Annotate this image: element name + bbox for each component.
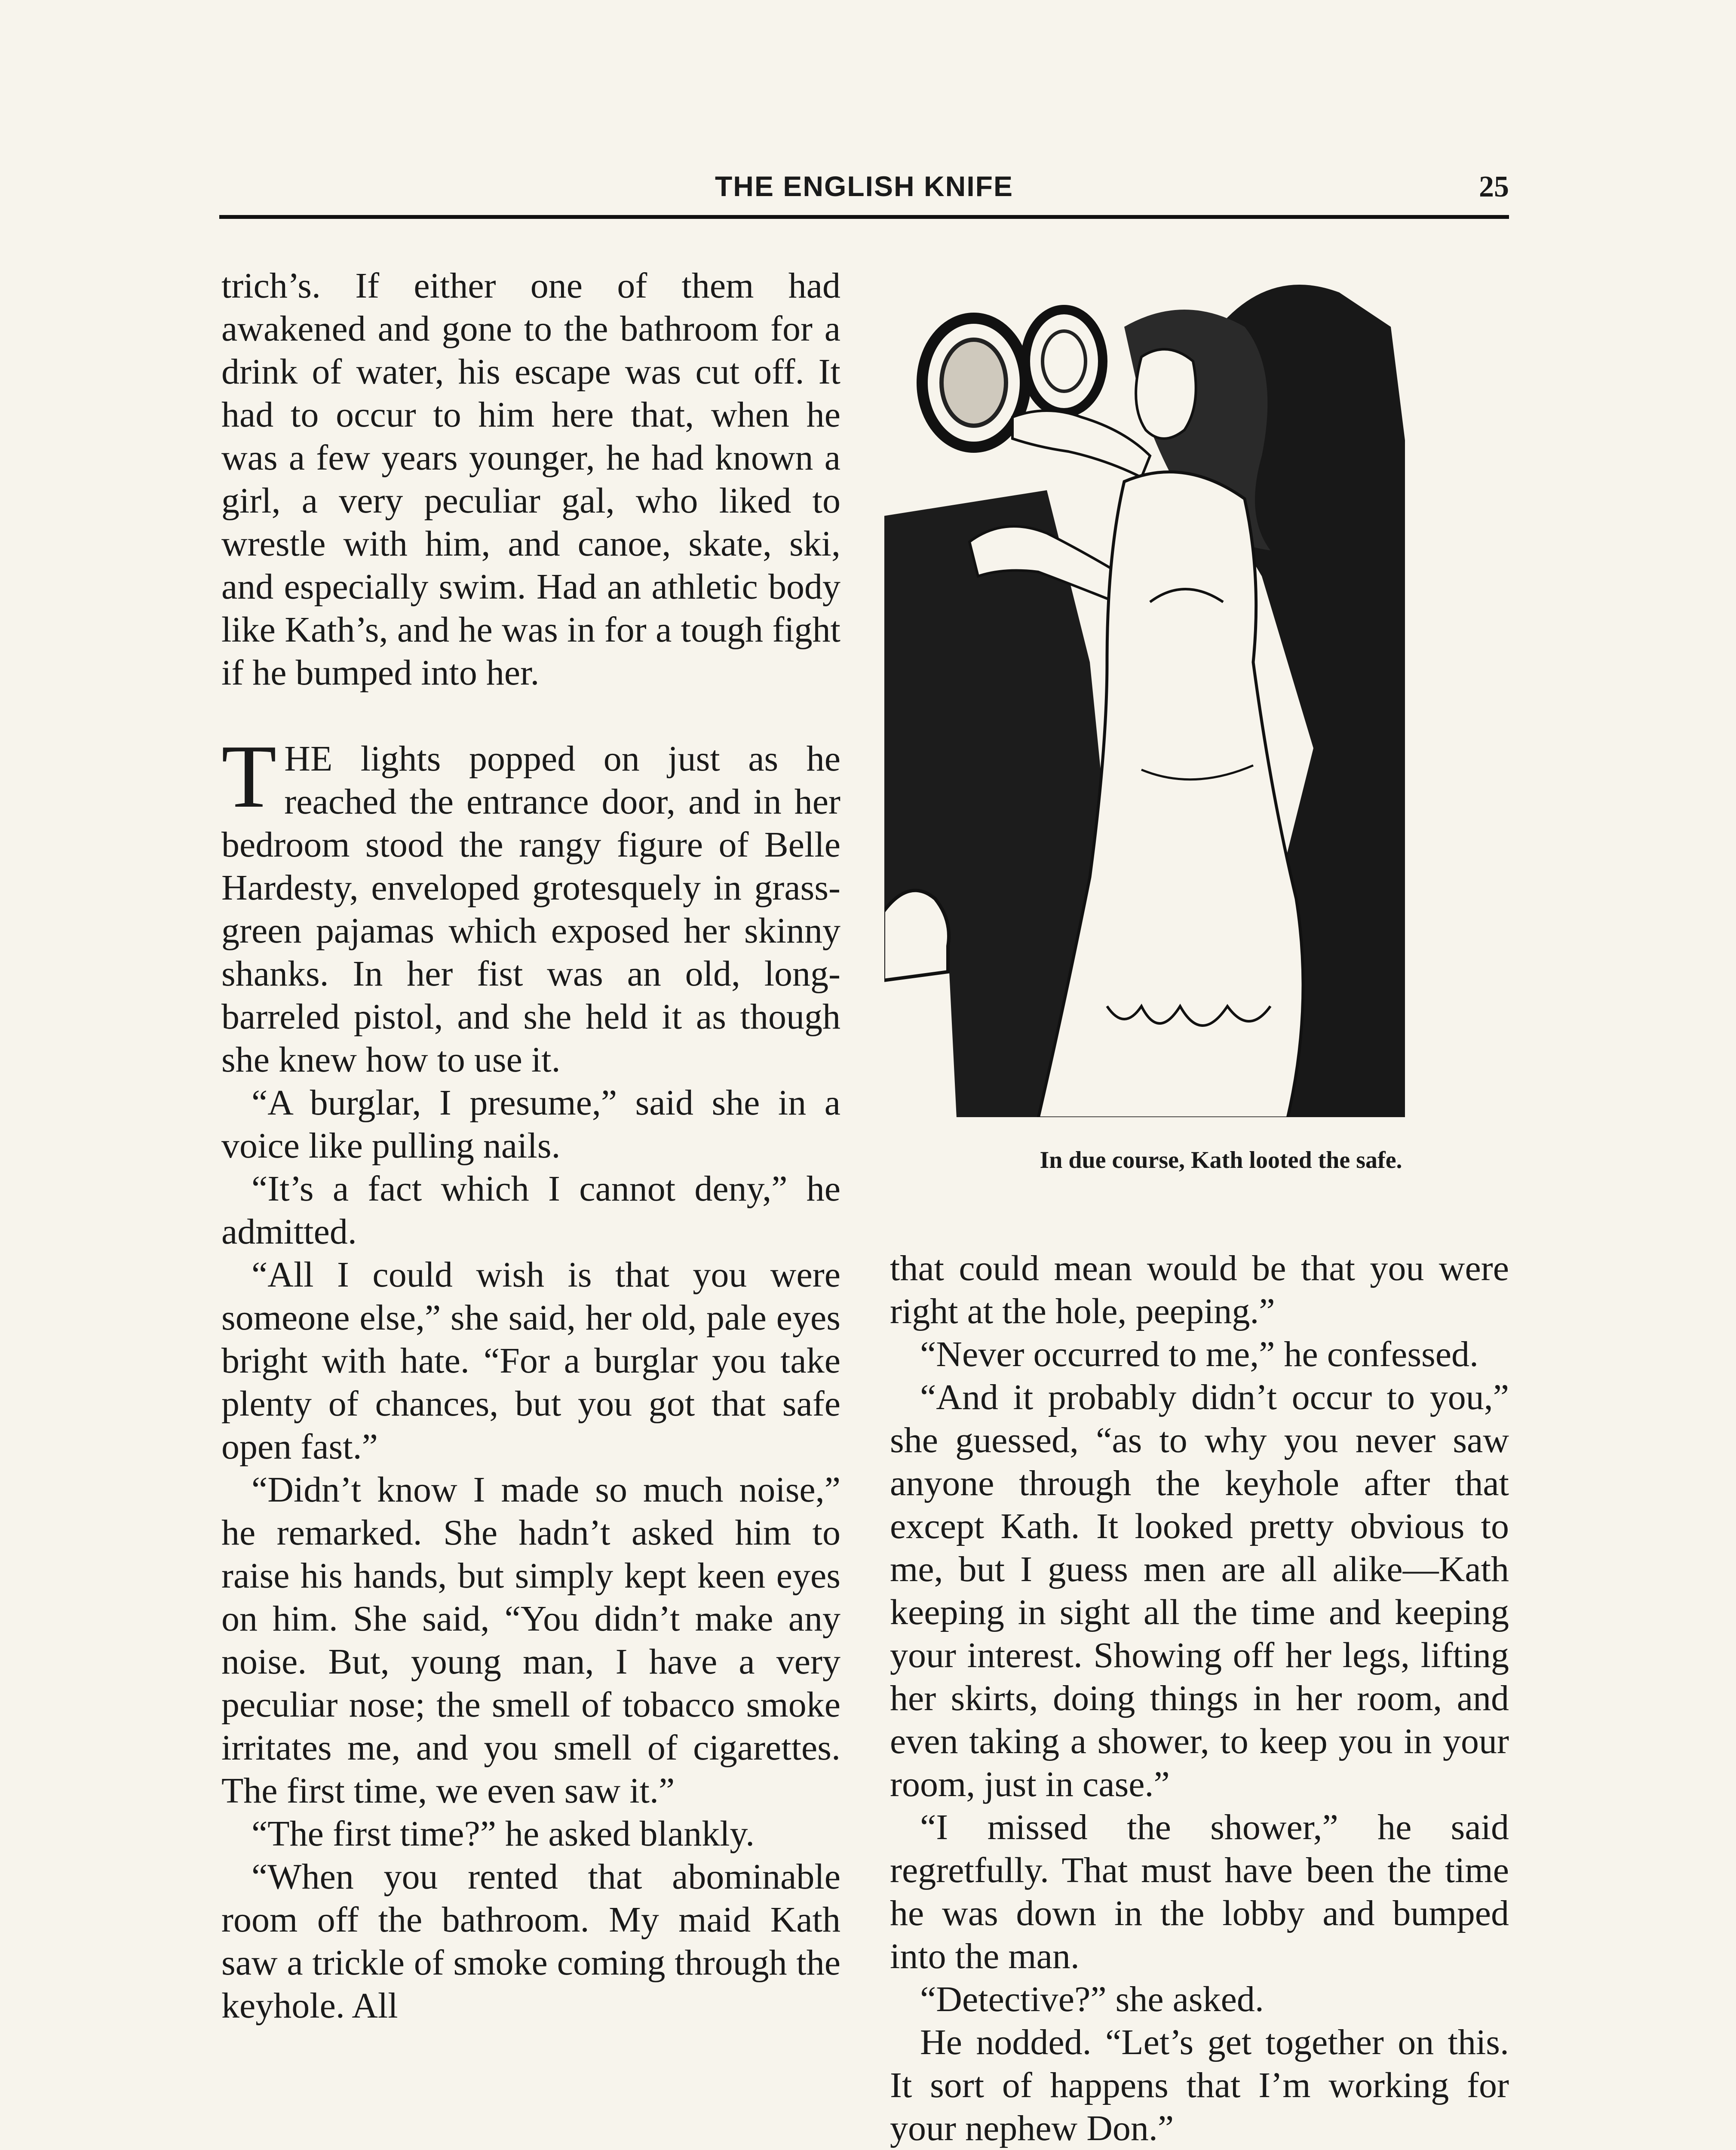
story-title: THE ENGLISH KNIFE (715, 170, 1014, 202)
paragraph: “Didn’t know I made so much noise,” he remarked. She hadn’t asked him to raise his hands, but simply kept keen eyes on him. She said, “You didn’t make any noise. But, young man, I have a very peculiar nose; the smell of tobacco smoke irritates me, and you smell of cigarettes. The first time, we even saw it.” (221, 1470, 840, 1811)
running-header (219, 170, 1509, 213)
paragraph: He nodded. “Let’s get together on this. It sort of happens that I’m working for your nephew Don.” (890, 2022, 1509, 2148)
illustration-caption: In due course, Kath looted the safe. (1040, 1147, 1402, 1173)
paragraph: “All I could wish is that you were someone else,” she said, her old, pale eyes bright with hate. “For a burglar you take plenty of chances, but you got that safe open fast.” (221, 1255, 840, 1467)
paragraph: “I missed the shower,” he said regretfully. That must have been the time he was down in the lobby and bumped into the man. (890, 1807, 1509, 1976)
paragraph-text: HE lights popped on just as he reached the entrance door, and in her bedroom stood the rangy figure of Belle Hardesty, enveloped grotesquely in grass-green pajamas which exposed her skinny shanks. In her fist was an old, long-barreled pistol, and she held it as though she knew how to use it. (221, 739, 840, 1080)
paragraph: “It’s a fact which I cannot deny,” he admitted. (221, 1169, 840, 1252)
paragraph: “When you rented that abominable room off the bathroom. My maid Kath saw a trickle of smoke coming through the keyhole. All (221, 1857, 840, 2026)
paragraph: “Never occurred to me,” he confessed. (920, 1334, 1479, 1374)
paragraph: “A burglar, I presume,” said she in a voice like pulling nails. (221, 1083, 840, 1166)
paragraph: trich’s. If either one of them had awakened and gone to the bathroom for a drink of water, his escape was cut off. It had to occur to him here that, when he was a few years younger, he had known a girl, a very peculiar gal, who liked to wrestle with him, and canoe, skate, ski, and especially swim. Had an athletic body like Kath’s, and he was in for a tough fight if he bumped into her. (221, 266, 840, 693)
paragraph: “Detective?” she asked. (920, 1979, 1264, 2019)
page-number: 25 (1479, 170, 1509, 203)
paragraph: “The first time?” he asked blankly. (252, 1814, 755, 1854)
paragraph-with-dropcap (221, 727, 840, 1081)
paragraph: that could mean would be that you were right at the hole, peeping.” (890, 1248, 1509, 1331)
right-column (890, 1247, 1509, 2150)
left-column (221, 264, 840, 2027)
drop-cap: T (221, 727, 277, 826)
header-rule (219, 215, 1509, 219)
paragraph: “And it probably didn’t occur to you,” she guessed, “as to why you never saw anyone through the keyhole after that except Kath. It looked pretty obvious to me, but I guess men are all alike—Kath keeping in sight all the time and keeping your interest. Showing off her legs, lifting her skirts, doing things in her room, and even taking a shower, to keep you in your room, just in case.” (890, 1377, 1509, 1804)
illustration-woman-at-safe (883, 275, 1406, 1118)
